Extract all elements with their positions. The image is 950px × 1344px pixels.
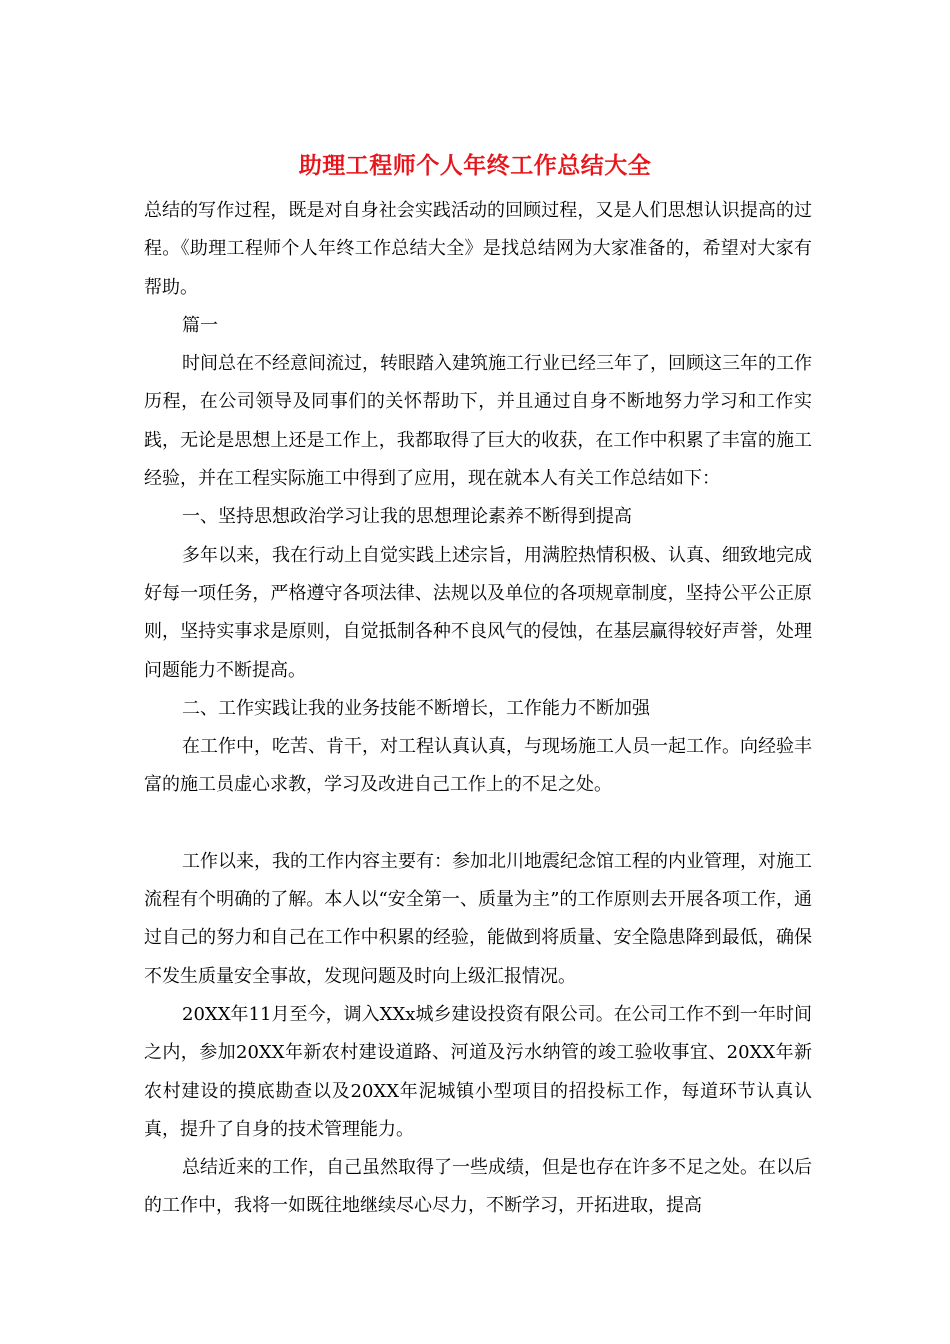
body-paragraph: 总结近来的工作，自己虽然取得了一些成绩，但是也存在许多不足之处。在以后的工作中，我将一如既往地继续尽心尽力，不断学习，开拓进取，提高: [144, 1157, 812, 1217]
paragraph-gap: [144, 805, 812, 843]
body-paragraph: 20XX年11月至今，调入XXx城乡建设投资有限公司。在公司工作不到一年时间之内，参加20XX年新农村建设道路、河道及污水纳管的竣工验收事宜、20XX年新农村建设的摸底勘查以及20XX年泥城镇小型项目的招投标工作，每道环节认真认真，提升了自身的技术管理能力。: [144, 1003, 812, 1140]
section-label: 篇一: [182, 314, 218, 336]
intro-paragraph: 总结的写作过程，既是对自身社会实践活动的回顾过程，又是人们思想认识提高的过程。《助理工程师个人年终工作总结大全》是找总结网为大家准备的，希望对大家有帮助。: [144, 200, 812, 298]
body-paragraph: 多年以来，我在行动上自觉实践上述宗旨，用满腔热情积极、认真、细致地完成好每一项任务，严格遵守各项法律、法规以及单位的各项规章制度，坚持公平公正原则，坚持实事求是原则，自觉抵制各种不良风气的侵蚀，在基层赢得较好声誉，处理问题能力不断提高。: [144, 544, 812, 681]
section-heading: 二、工作实践让我的业务技能不断增长，工作能力不断加强: [182, 697, 650, 719]
section-heading: 一、坚持思想政治学习让我的思想理论素养不断得到提高: [182, 506, 632, 528]
body-paragraph: 时间总在不经意间流过，转眼踏入建筑施工行业已经三年了，回顾这三年的工作历程，在公司领导及同事们的关怀帮助下，并且通过自身不断地努力学习和工作实践，无论是思想上还是工作上，我都取得了巨大的收获，在工作中积累了丰富的施工经验，并在工程实际施工中得到了应用，现在就本人有关工作总结如下：: [144, 353, 812, 490]
document-title: 助理工程师个人年终工作总结大全: [298, 152, 652, 179]
body-paragraph: 在工作中，吃苦、肯干，对工程认真认真，与现场施工人员一起工作。向经验丰富的施工员虚心求教，学习及改进自己工作上的不足之处。: [144, 736, 812, 796]
body-paragraph: 工作以来，我的工作内容主要有：参加北川地震纪念馆工程的内业管理，对施工流程有个明确的了解。本人以“安全第一、质量为主”的工作原则去开展各项工作，通过自己的努力和自己在工作中积累的经验，能做到将质量、安全隐患降到最低，确保不发生质量安全事故，发现问题及时向上级汇报情况。: [144, 850, 812, 987]
document-body: [144, 192, 812, 1226]
